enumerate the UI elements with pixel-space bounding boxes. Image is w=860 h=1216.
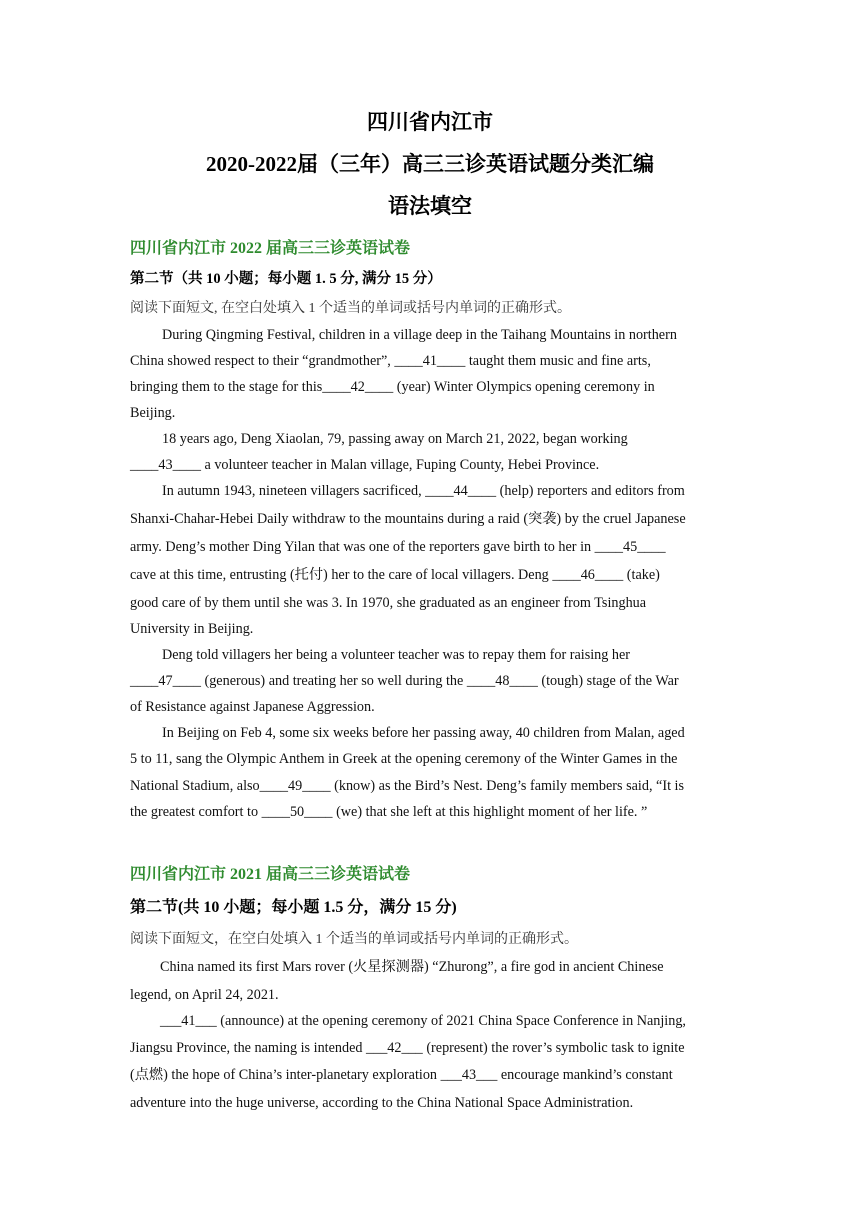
passage-line: 18 years ago, Deng Xiaolan, 79, passing away on March 21, 2022, began working [162, 431, 628, 447]
instruction-2022: 阅读下面短文, 在空白处填入 1 个适当的单词或括号内单词的正确形式。 [130, 301, 571, 316]
passage-line: Jiangsu Province, the naming is intended ___42___ (represent) the rover’s symbolic task to ignite [130, 1040, 685, 1056]
passage-line: ____43____ a volunteer teacher in Malan village, Fuping County, Hebei Province. [130, 457, 600, 473]
passage-line: 5 to 11, sang the Olympic Anthem in Greek at the opening ceremony of the Winter Games in the [130, 751, 678, 767]
passage-line: ____47____ (generous) and treating her so well during the ____48____ (tough) stage of the War [130, 673, 679, 689]
part-heading-2021: 第二节(共 10 小题；每小题 1.5 分，满分 15 分) [130, 899, 457, 916]
instruction-2021: 阅读下面短文，在空白处填入 1 个适当的单词或括号内单词的正确形式。 [130, 932, 578, 947]
passage-line: cave at this time, entrusting (托付) her to the care of local villagers. Deng ____46____ (take) [130, 567, 660, 583]
passage-line: Beijing. [130, 405, 176, 421]
doc-title-region: 四川省内江市 [367, 110, 493, 134]
passage-line: ___41___ (announce) at the opening ceremony of 2021 China Space Conference in Nanjing, [160, 1013, 686, 1029]
part-heading-2022: 第二节（共 10 小题；每小题 1. 5 分, 满分 15 分） [130, 271, 442, 287]
passage-line: Deng told villagers her being a volunteer teacher was to repay them for raising her [162, 647, 631, 663]
section-heading-2022: 四川省内江市 2022 届高三三诊英语试卷 [130, 240, 411, 257]
passage-line: National Stadium, also____49____ (know) as the Bird’s Nest. Deng’s family members said, “It is [130, 778, 685, 794]
passage-line: China showed respect to their “grandmother”, ____41____ taught them music and fine arts, [130, 353, 651, 369]
doc-title-main: 2020-2022届（三年）高三三诊英语试题分类汇编 [206, 152, 654, 176]
section-heading-2021: 四川省内江市 2021 届高三三诊英语试卷 [130, 866, 411, 883]
passage-line: China named its first Mars rover (火星探测器) “Zhurong”, a fire god in ancient Chinese [160, 959, 664, 975]
passage-line: (点燃) the hope of China’s inter-planetary exploration ___43___ encourage mankind’s constant [130, 1067, 673, 1083]
passage-line: army. Deng’s mother Ding Yilan that was one of the reporters gave birth to her in ____45____ [130, 539, 666, 555]
passage-line: the greatest comfort to ____50____ (we) that she left at this highlight moment of her life. ” [130, 804, 648, 820]
passage-line: good care of by them until she was 3. In 1970, she graduated as an engineer from Tsinghua [130, 595, 647, 611]
passage-line: legend, on April 24, 2021. [130, 987, 279, 1003]
passage-line: bringing them to the stage for this____42____ (year) Winter Olympics opening ceremony in [130, 379, 655, 395]
passage-line: In Beijing on Feb 4, some six weeks before her passing away, 40 children from Malan, aged [162, 725, 685, 741]
passage-line: of Resistance against Japanese Aggression. [130, 699, 375, 715]
passage-line: Shanxi-Chahar-Hebei Daily withdraw to the mountains during a raid (突袭) by the cruel Japanese [130, 511, 686, 527]
passage-line: In autumn 1943, nineteen villagers sacrificed, ____44____ (help) reporters and editors from [162, 483, 685, 499]
passage-line: During Qingming Festival, children in a village deep in the Taihang Mountains in northern [162, 327, 677, 343]
passage-line: adventure into the huge universe, according to the China National Space Administration. [130, 1095, 634, 1111]
doc-title-topic: 语法填空 [388, 194, 472, 218]
passage-line: University in Beijing. [130, 621, 254, 637]
